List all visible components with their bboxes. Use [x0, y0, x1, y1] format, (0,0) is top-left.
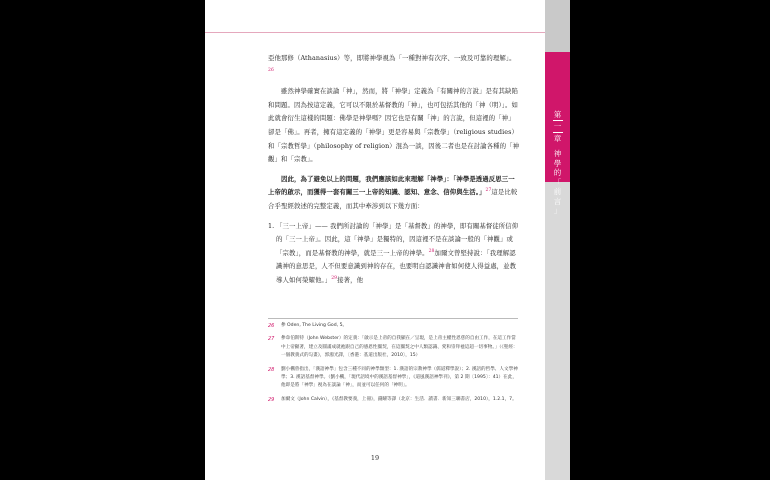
chapter-number: 一	[553, 122, 562, 131]
footnote	[268, 322, 520, 330]
footnote-number: 26	[268, 323, 275, 329]
footnote-ref-29[interactable]: 29	[331, 275, 338, 281]
chapter-side-tab	[545, 0, 570, 480]
chapter-char-2: 章	[553, 134, 562, 143]
paragraph-1	[268, 85, 520, 167]
section-title-char: 」	[553, 206, 562, 215]
footnote-text: 參韋伯斯特（John Webster）的定義：「啟示是上帝的自我顯在／呈現，是上帝主權性恩慈的自由工作，在這工作當中上帝顯著，建立及圓滿成就祂跟自己的感恩性團契，在這團契之中人類認識、愛和崇拜祂這超一切事物。」（《聖經：一個教義式的勾畫》，郭鴻光譯，〔香港：基道出版社，2010〕，15）	[281, 336, 518, 359]
footnote	[268, 366, 520, 391]
chapter-separator	[553, 132, 563, 133]
footnote-number: 29	[268, 396, 275, 403]
section-title-char: 神	[553, 149, 562, 158]
section-title-char: 「	[553, 177, 562, 187]
chapter-separator	[553, 120, 563, 121]
section-title	[545, 149, 570, 216]
side-tab-top	[545, 0, 570, 52]
list-number: 1.	[268, 221, 275, 230]
list-item	[268, 220, 520, 288]
list-item-text	[276, 220, 520, 288]
chapter-label	[545, 110, 570, 143]
book-page	[205, 0, 570, 480]
header-rule	[205, 32, 545, 33]
footnote	[268, 396, 520, 404]
paragraph-0-text: 亞他那修（Athanasius）等，即將神學視為「一種對神有次序、一致及可靠的理解」。	[268, 54, 516, 62]
section-title-char: 學	[553, 158, 562, 168]
paragraph-2	[268, 173, 520, 214]
paragraph-2-tail: 這是比較合乎聖經敘述的完整定義，而其中牽涉到以下幾方面：	[268, 188, 518, 210]
main-text	[268, 52, 520, 288]
footnote-text: 參 Oden, The Living God, 5。	[281, 323, 348, 328]
list-item-text-a: 「三一上帝」—— 我們所討論的「神學」是「基督教」的神學，即有關基督徒所信仰的「三一上帝」。因此，這「神學」是獨特的，因這裡不是在談論一般的「神觀」或「宗教」，而是基督教的神學，就是三一上帝的神學。	[276, 221, 519, 257]
footnote-ref-26[interactable]: 26	[268, 67, 274, 73]
section-title-vertical	[545, 149, 570, 216]
side-tab-highlight	[545, 52, 570, 215]
footnotes	[268, 322, 520, 409]
footnote-text: 劉小楓曾指出，「漢語神學」包含三種不同的神學類型：1. 漢語的宗教神學（儒道釋學說）；2. 漢語的哲學、人文學神學；3. 漢語基督神學。（劉小楓，「現代語境中的漢語基督神學」，《道風漢語神學刊》，第 2 期〔1995〕：41）在此，他即是將「神學」視為在談論「神」，而並可以任何的「神明」。	[281, 366, 518, 389]
section-title-char: 前	[553, 187, 562, 196]
list-item-text-c: 接著，他	[337, 275, 364, 284]
paragraph-0	[268, 52, 520, 79]
footnote	[268, 335, 520, 360]
footnote-number: 28	[268, 366, 275, 373]
footnote-ref-27[interactable]: 27	[485, 188, 492, 194]
footnote-ref-28[interactable]: 28	[428, 248, 435, 254]
section-title-char: 的	[553, 168, 562, 177]
section-title-char: 言	[553, 196, 562, 206]
footnote-text: 加爾文（John Calvin），《基督教要義，上冊》，錢曜等譯（北京：生活．讀書．新知三聯書店，2010），1.2.1，7。	[281, 396, 517, 402]
page-number: 19	[370, 454, 380, 462]
paragraph-1-text: 雖然神學確實在談論「神」，然而，將「神學」定義為「有關神的言說」是有其缺陷和問題。因為按這定義，它可以不限於基督教的「神」，也可包括其他的「神（明）」。如此就會衍生這樣的問題：佛學是神學嗎？因它也是有關「神」的言說，但這裡的「神」卻是「佛」。再者，擁有這定義的「神學」更是容易與「宗教學」（religious studies）和「宗教哲學」（philosophy of religion）混為一談，因後二者也是在討論各種的「神觀」和「宗教」。	[268, 87, 520, 164]
chapter-char-1: 第	[553, 110, 562, 119]
definition-bold-text: 因此，為了避免以上的問題，我們應該如此來理解「神學」：「神學是透過反思三一上帝的啟示，而獲得一套有關三一上帝的知識、認知、意念、信仰與生活。」	[268, 174, 515, 197]
list-item-text-b: 加爾文曾堅持說：「我理解認識神的意思是，人不但要意識到神的存在，也要明白認識神會如何使人得益處，並教導人如何榮耀他。」	[276, 248, 517, 284]
footnote-number: 27	[268, 336, 275, 343]
footnote-rule	[268, 318, 518, 319]
